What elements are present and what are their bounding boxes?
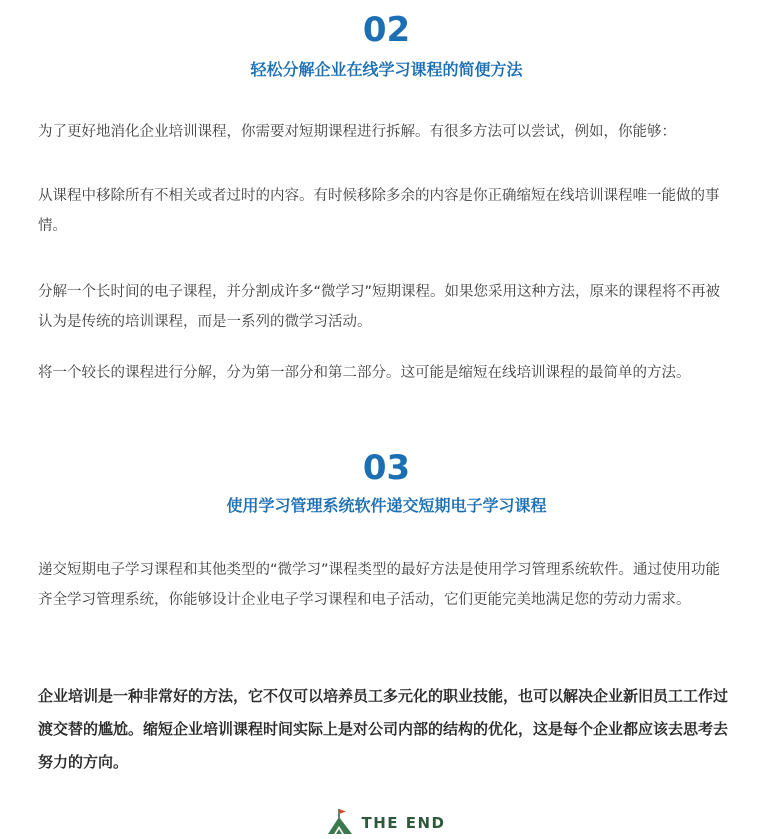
section-title: 使用学习管理系统软件递交短期电子学习课程 [226,496,547,515]
paragraph: 递交短期电子学习课程和其他类型的“微学习”课程类型的最好方法是使用学习管理系统软件。通过使用功能齐全学习管理系统，你能够设计企业电子学习课程和电子活动，它们更能完美地满足您的劳动力需求。 [38,562,721,608]
paragraph: 将一个较长的课程进行分解，分为第一部分和第二部分。这可能是缩短在线培训课程的最简单的方法。 [38,365,691,381]
the-end-footer [0,808,773,838]
section-number: 03 [362,448,411,488]
mountain-flag-icon [327,807,353,839]
paragraph: 分解一个长时间的电子课程，并分割成许多“微学习”短期课程。如果您采用这种方法，原来的课程将不再被认为是传统的培训课程，而是一系列的微学习活动。 [38,284,721,330]
section-title: 轻松分解企业在线学习课程的简便方法 [250,60,523,79]
conclusion-paragraph: 企业培训是一种非常好的方法，它不仅可以培养员工多元化的职业技能，也可以解决企业新旧员工工作过渡交替的尴尬。缩短企业培训课程时间实际上是对公司内部的结构的优化，这是每个企业都应该去思考去努力的方向。 [38,687,729,771]
paragraph: 为了更好地消化企业培训课程，你需要对短期课程进行拆解。有很多方法可以尝试，例如，你能够： [38,124,676,140]
paragraph: 从课程中移除所有不相关或者过时的内容。有时候移除多余的内容是你正确缩短在线培训课程唯一能做的事情。 [38,188,720,234]
section-number: 02 [362,10,411,50]
the-end-label: THE END [361,814,446,832]
